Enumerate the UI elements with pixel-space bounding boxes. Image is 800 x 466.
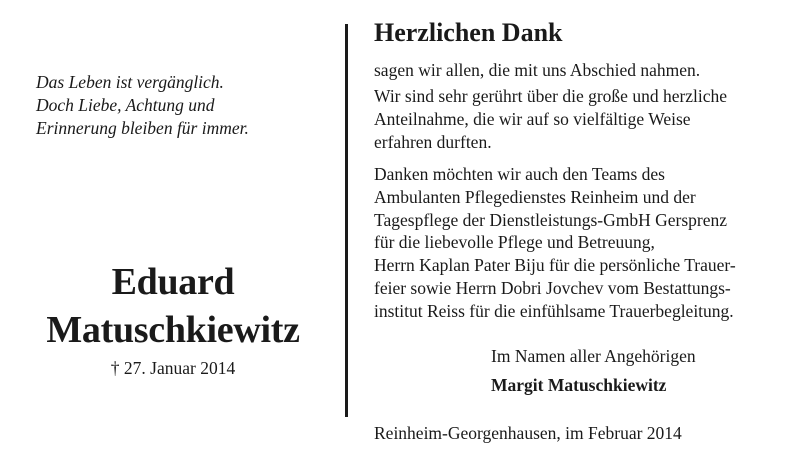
vertical-divider: [345, 24, 348, 417]
memorial-quote: Das Leben ist vergänglich. Doch Liebe, Achtung und Erinnerung bleiben für immer.: [36, 72, 249, 138]
memorial-left-column: [0, 0, 346, 466]
thanks-paragraph-2: Wir sind sehr gerührt über die große und herzliche Anteilnahme, die wir auf so vielfältige Weise erfahren durften.: [374, 86, 728, 152]
thanks-paragraph-3: Danken möchten wir auch den Teams des Ambulanten Pflegedienstes Reinheim und der Tagespflege der Dienstleistungs-GmbH Gersprenz für die liebevolle Pflege und Betreuung, Herrn Kaplan Pater Biju für die persönliche Trauer- feier sowie Herrn Dobri Jovchev vom Bestattungs- institut Reiss für die einfühlsame Trauerbegleitung.: [374, 164, 736, 321]
deceased-name: Eduard Matuschkiewitz: [46, 261, 300, 351]
place-and-date: Reinheim-Georgenhausen, im Februar 2014: [374, 423, 682, 443]
signature-name: Margit Matuschkiewitz: [491, 375, 667, 395]
thanks-paragraph-1: sagen wir allen, die mit uns Abschied nahmen.: [374, 60, 701, 80]
thanks-right-column: [374, 0, 784, 466]
thanks-heading: Herzlichen Dank: [374, 18, 563, 47]
death-date: † 27. Januar 2014: [110, 358, 236, 378]
signature-line: Im Namen aller Angehörigen: [491, 346, 696, 366]
